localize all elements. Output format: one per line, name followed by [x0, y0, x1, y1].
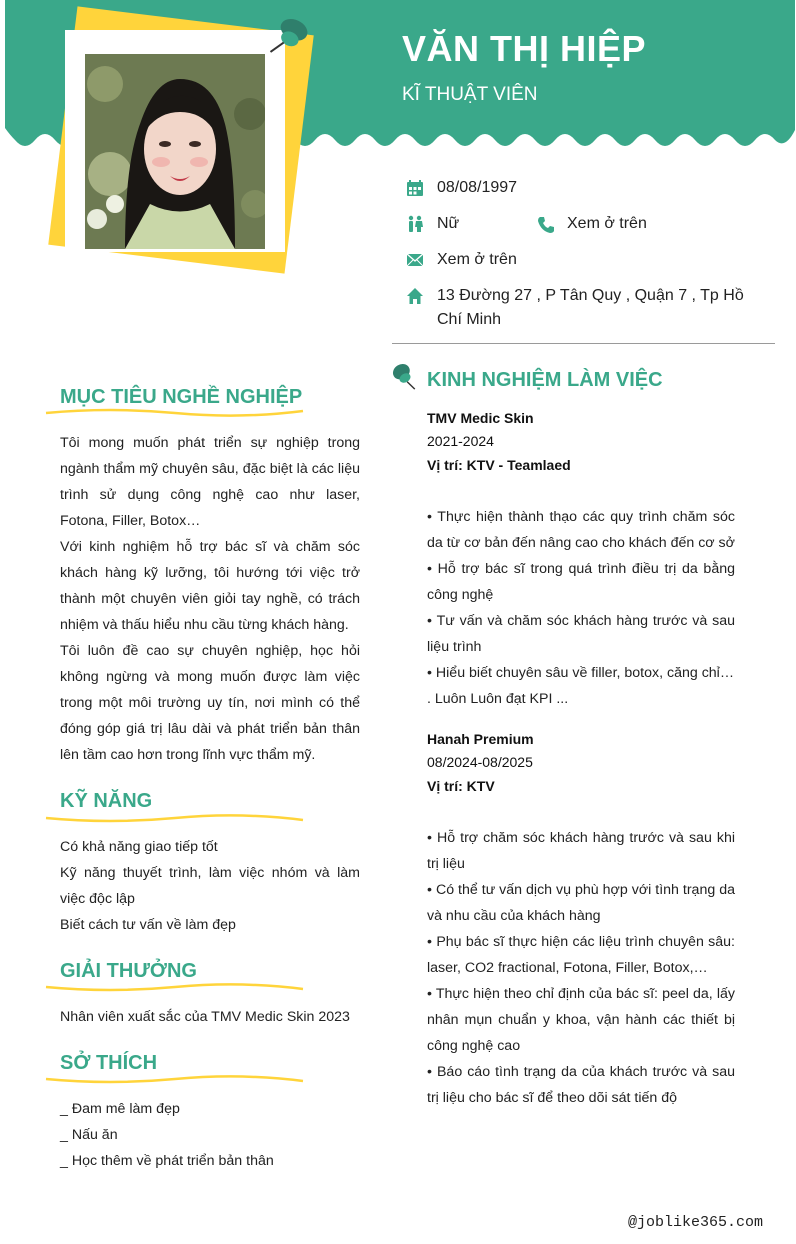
email-value: Xem ở trên — [437, 251, 517, 268]
skills-title: KỸ NĂNG — [60, 790, 153, 812]
candidate-job-title: KĨ THUẬT VIÊN — [402, 84, 538, 105]
skill-item: Có khả năng giao tiếp tốt — [60, 839, 218, 855]
award-item: Nhân viên xuất sắc của TMV Medic Skin 2023 — [60, 1009, 350, 1025]
objective-paragraph: Với kinh nghiệm hỗ trợ bác sĩ và chăm sóc khách hàng kỹ lưỡng, tôi hướng tới việc trở thành một chuyên viên giỏi tay nghề, có trách nhiệm và thấu hiểu nhu cầu từng khách hàng. — [60, 539, 360, 633]
hobby-item: _ Đam mê làm đẹp — [60, 1101, 180, 1117]
job-period: 08/2024-08/2025 — [427, 754, 533, 770]
job-duty: • Tư vấn và chăm sóc khách hàng trước và sau liệu trình — [427, 613, 735, 655]
gender-value: Nữ — [437, 215, 460, 232]
candidate-name: VĂN THỊ HIỆP — [402, 28, 647, 69]
watermark: @joblike365.com — [628, 1214, 764, 1231]
experience-title: KINH NGHIỆM LÀM VIỆC — [427, 369, 663, 391]
job-duty: • Báo cáo tình trạng da của khách trước và sau trị liệu cho bác sĩ để theo dõi sát tiến độ — [427, 1064, 735, 1106]
awards-list — [60, 1004, 360, 1030]
email-icon — [406, 251, 424, 269]
job-duty: • Thực hiện theo chỉ định của bác sĩ: peel da, lấy nhân mụn chuẩn y khoa, vận hành các thiết bị công nghệ cao — [427, 986, 735, 1054]
objective-paragraph: Tôi luôn đề cao sự chuyên nghiệp, học hỏi không ngừng và mong muốn được làm việc trong một môi trường uy tín, nơi mình có thể đóng góp giá trị lâu dài và phát triển bản thân lên tầm cao hơn trong lĩnh vực thẩm mỹ. — [60, 643, 360, 763]
hobby-item: _ Nấu ăn — [60, 1127, 118, 1143]
calendar-icon — [406, 179, 424, 197]
job-duty: . Luôn Luôn đạt KPI ... — [427, 691, 569, 707]
job-duty: • Có thể tư vấn dịch vụ phù hợp với tình trạng da và nhu cầu của khách hàng — [427, 882, 735, 924]
skills-list — [60, 834, 360, 938]
hobbies-list — [60, 1096, 360, 1174]
objective-underline — [45, 405, 305, 419]
pin-icon — [268, 16, 308, 60]
job-entry — [427, 406, 735, 712]
awards-title: GIẢI THƯỞNG — [60, 960, 197, 982]
hobbies-underline — [45, 1073, 305, 1087]
job-company: Hanah Premium — [427, 731, 534, 747]
awards-underline — [45, 981, 305, 995]
job-duty: • Hỗ trợ chăm sóc khách hàng trước và sau khi trị liệu — [427, 830, 735, 872]
job-entry — [427, 727, 735, 1111]
phone-value: Xem ở trên — [567, 215, 647, 232]
job-duty: • Phụ bác sĩ thực hiện các liệu trình chuyên sâu: laser, CO2 fractional, Fotona, Filler, Botox,… — [427, 934, 735, 976]
skills-underline — [45, 812, 305, 826]
skill-item: Biết cách tư vấn về làm đẹp — [60, 917, 236, 933]
gender-icon — [406, 215, 424, 233]
home-icon — [406, 287, 424, 305]
skill-item: Kỹ năng thuyết trình, làm việc nhóm và làm việc độc lập — [60, 865, 360, 907]
profile-photo — [85, 54, 265, 249]
job-period: 2021-2024 — [427, 433, 494, 449]
address-value: 13 Đường 27 , P Tân Quy , Quận 7 , Tp Hồ Chí Minh — [437, 287, 744, 328]
phone-icon — [537, 216, 555, 234]
objective-title: MỤC TIÊU NGHỀ NGHIỆP — [60, 386, 303, 408]
job-position: Vị trí: KTV — [427, 778, 495, 794]
job-duty: • Hiểu biết chuyên sâu về filler, botox, căng chỉ… — [427, 665, 735, 681]
birthday-value: 08/08/1997 — [437, 179, 518, 196]
pin-icon — [390, 362, 420, 394]
job-duty: • Thực hiện thành thạo các quy trình chăm sóc da từ cơ bản đến nâng cao cho khách đến cơ sở — [427, 509, 735, 551]
job-company: TMV Medic Skin — [427, 410, 534, 426]
objective-text — [60, 430, 360, 768]
header-divider — [392, 343, 775, 344]
hobbies-title: SỞ THÍCH — [60, 1052, 158, 1074]
job-position: Vị trí: KTV - Teamlaed — [427, 457, 571, 473]
job-duty: • Hỗ trợ bác sĩ trong quá trình điều trị da bằng công nghệ — [427, 561, 735, 603]
hobby-item: _ Học thêm về phát triển bản thân — [60, 1153, 274, 1169]
objective-paragraph: Tôi mong muốn phát triển sự nghiệp trong ngành thẩm mỹ chuyên sâu, đặc biệt là các liệu trình sử dụng công nghệ cao như laser, Fotona, Filler, Botox… — [60, 435, 360, 529]
